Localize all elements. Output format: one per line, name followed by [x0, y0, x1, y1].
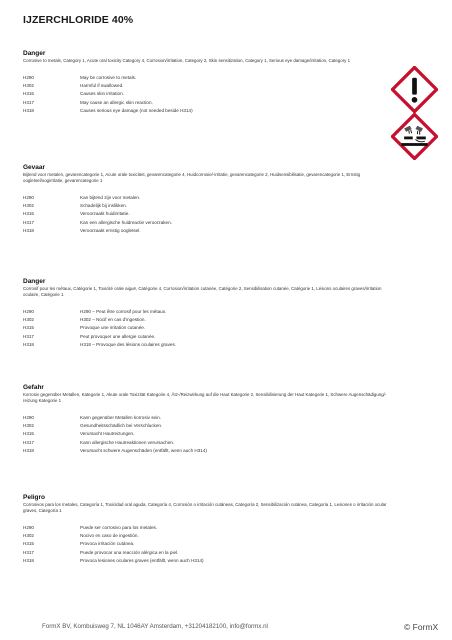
section-english [23, 50, 393, 115]
classification-text: Corrosivos para los metales, Categoría 1, Toxicidad oral aguda, Categoría 4, Corrosión o irritación cutáneas, Categoría 2, Sensibilización cutánea, Categoría 1, Lesiones o irritación ocular graves, Categoría 1 [23, 502, 387, 513]
ghs-pictograms [389, 66, 441, 160]
exclamation-mark-icon [391, 66, 438, 113]
hazard-text: Harmful if swallowed. [80, 83, 124, 89]
hazard-statement [23, 524, 393, 532]
hazard-text: Causes serious eye damage (not needed beside H314) [80, 107, 193, 113]
hazard-statement-list [23, 308, 393, 349]
hazard-code: H290 [23, 415, 34, 420]
hazard-text: Puede ser corrosivo para los metales. [80, 525, 158, 530]
hazard-statement [23, 532, 393, 540]
hazard-statement [23, 99, 393, 107]
hazard-statement [23, 439, 393, 447]
hazard-statement [23, 324, 393, 332]
hazard-code: H290 [23, 309, 34, 314]
hazard-statement [23, 540, 393, 548]
signal-word: Gefahr [23, 384, 44, 391]
hazard-code: H302 [23, 317, 34, 323]
hazard-statement-list [23, 194, 393, 235]
hazard-text: Causes skin irritation. [80, 91, 124, 97]
hazard-text: Kann allergische Hautreaktionen verursachen. [80, 439, 175, 445]
signal-word: Danger [23, 50, 46, 57]
hazard-code: H318 [23, 341, 34, 347]
hazard-statement-list [23, 524, 393, 565]
hazard-code: H318 [23, 107, 34, 113]
company-footer: FormX BV, Kombuisweg 7, NL 1046AY Amsterdam, +31204182100, info@formx.nl [42, 623, 268, 630]
hazard-text: Verursacht Hautreizungen. [80, 431, 135, 437]
hazard-text: May be corrosive to metals. [80, 75, 137, 80]
hazard-text: H290 – Peut être corrosif pour les métaux. [80, 309, 167, 314]
hazard-statement [23, 333, 393, 341]
hazard-text: Puede provocar una reacción alérgica en la piel. [80, 549, 179, 555]
hazard-code: H317 [23, 439, 34, 445]
hazard-statement [23, 227, 393, 235]
hazard-text: May cause an allergic skin reaction. [80, 99, 153, 105]
signal-word: Gevaar [23, 164, 46, 171]
section-spanish [23, 494, 393, 565]
hazard-text: Kann gegenüber Metallen korrosiv sein. [80, 415, 161, 420]
hazard-statement [23, 414, 393, 422]
hazard-statement [23, 210, 393, 218]
hazard-text: Provoca lesiones oculares graves (entfällt, wenn auch H314) [80, 557, 204, 563]
hazard-code: H315 [23, 431, 34, 437]
hazard-statement [23, 82, 393, 90]
hazard-code: H302 [23, 423, 34, 429]
hazard-statement [23, 557, 393, 565]
hazard-code: H290 [23, 525, 34, 530]
hazard-code: H318 [23, 557, 34, 563]
hazard-statement [23, 422, 393, 430]
hazard-text: H318 – Provoque des lésions oculaires graves. [80, 341, 177, 347]
hazard-statement [23, 549, 393, 557]
hazard-text: Kan bijtend zijn voor metalen. [80, 195, 141, 200]
hazard-code: H290 [23, 75, 34, 80]
hazard-statement [23, 316, 393, 324]
hazard-code: H302 [23, 83, 34, 89]
hazard-text: Gesundheitsschädlich bei Verschlucken. [80, 423, 163, 429]
hazard-code: H315 [23, 541, 34, 547]
hazard-text: Provoque une irritation cutanée. [80, 325, 146, 331]
hazard-statement [23, 202, 393, 210]
classification-text: Korrosiv gegenüber Metallen, Kategorie 1, Akute orale Toxizität Kategorie 4, Ätz-/Reizwirkung auf die Haut Kategorie 2, Sensibilisierung der Haut Kategorie 1, Schwere Augenschädigung/-reizung Kategorie 1 [23, 392, 387, 403]
hazard-code: H315 [23, 91, 34, 97]
hazard-statement [23, 107, 393, 115]
hazard-code: H302 [23, 533, 34, 539]
section-french [23, 278, 393, 349]
classification-text: Corrosif pour les métaux, Catégorie 1, Toxicité orale aiguë, Catégorie 4, Corrosion/irritation cutanée, Catégorie 2, Sensibilisation cutanée, Catégorie 1, Lésions oculaires graves/irritation oculaire, Catégorie 1 [23, 286, 382, 297]
hazard-text: Veroorzaakt ernstig oogletsel. [80, 227, 141, 233]
hazard-code: H302 [23, 203, 34, 209]
hazard-code: H317 [23, 333, 34, 339]
hazard-code: H317 [23, 219, 34, 225]
hazard-text: Kan een allergische huidreactie veroorzaken. [80, 219, 172, 225]
hazard-text: Verursacht schwere Augenschäden (entfällt, wenn auch H314) [80, 447, 207, 453]
hazard-code: H318 [23, 227, 34, 233]
hazard-statement [23, 430, 393, 438]
hazard-statement [23, 194, 393, 202]
hazard-statement [23, 74, 393, 82]
section-dutch [23, 164, 393, 235]
hazard-statement-list [23, 74, 393, 115]
hazard-text: Schadelijk bij inslikken. [80, 203, 127, 209]
document-title: IJZERCHLORIDE 40% [23, 14, 134, 26]
hazard-statement [23, 308, 393, 316]
signal-word: Peligro [23, 494, 46, 501]
hazard-statement [23, 341, 393, 349]
hazard-code: H315 [23, 211, 34, 217]
hazard-statement-list [23, 414, 393, 455]
hazard-code: H317 [23, 549, 34, 555]
hazard-text: Nocivo en caso de ingestión. [80, 533, 139, 539]
hazard-text: Veroorzaakt huidirritatie. [80, 211, 130, 217]
hazard-code: H290 [23, 195, 34, 200]
signal-word: Danger [23, 278, 46, 285]
hazard-text: H302 – Nocif en cas d'ingestion. [80, 317, 146, 323]
hazard-code: H317 [23, 99, 34, 105]
classification-text: Bijtend voor metalen, gevarencategorie 1, Acute orale toxiciteit, gevarencategorie 4, Huidcorrosie/-irritatie, gevarencategorie 2, Huidsensibilisatie, gevarencategorie 1, Ernstig oogletsel/oogirritatie, gevarencategorie 1 [23, 172, 361, 183]
brand-mark: © FormX [404, 622, 439, 632]
hazard-statement [23, 90, 393, 98]
corrosion-icon [391, 113, 438, 160]
section-german [23, 384, 393, 455]
hazard-statement [23, 447, 393, 455]
hazard-text: Peut provoquer une allergie cutanée. [80, 333, 156, 339]
classification-text: Corrosive to metals, Category 1, Acute oral toxicity Category 4, Corrosion/irritation, Category 2, Skin sensitization, Category 1, Serious eye damage/irritation, Category 1 [23, 58, 351, 63]
hazard-text: Provoca irritación cutánea. [80, 541, 135, 547]
hazard-code: H315 [23, 325, 34, 331]
hazard-statement [23, 219, 393, 227]
hazard-code: H318 [23, 447, 34, 453]
